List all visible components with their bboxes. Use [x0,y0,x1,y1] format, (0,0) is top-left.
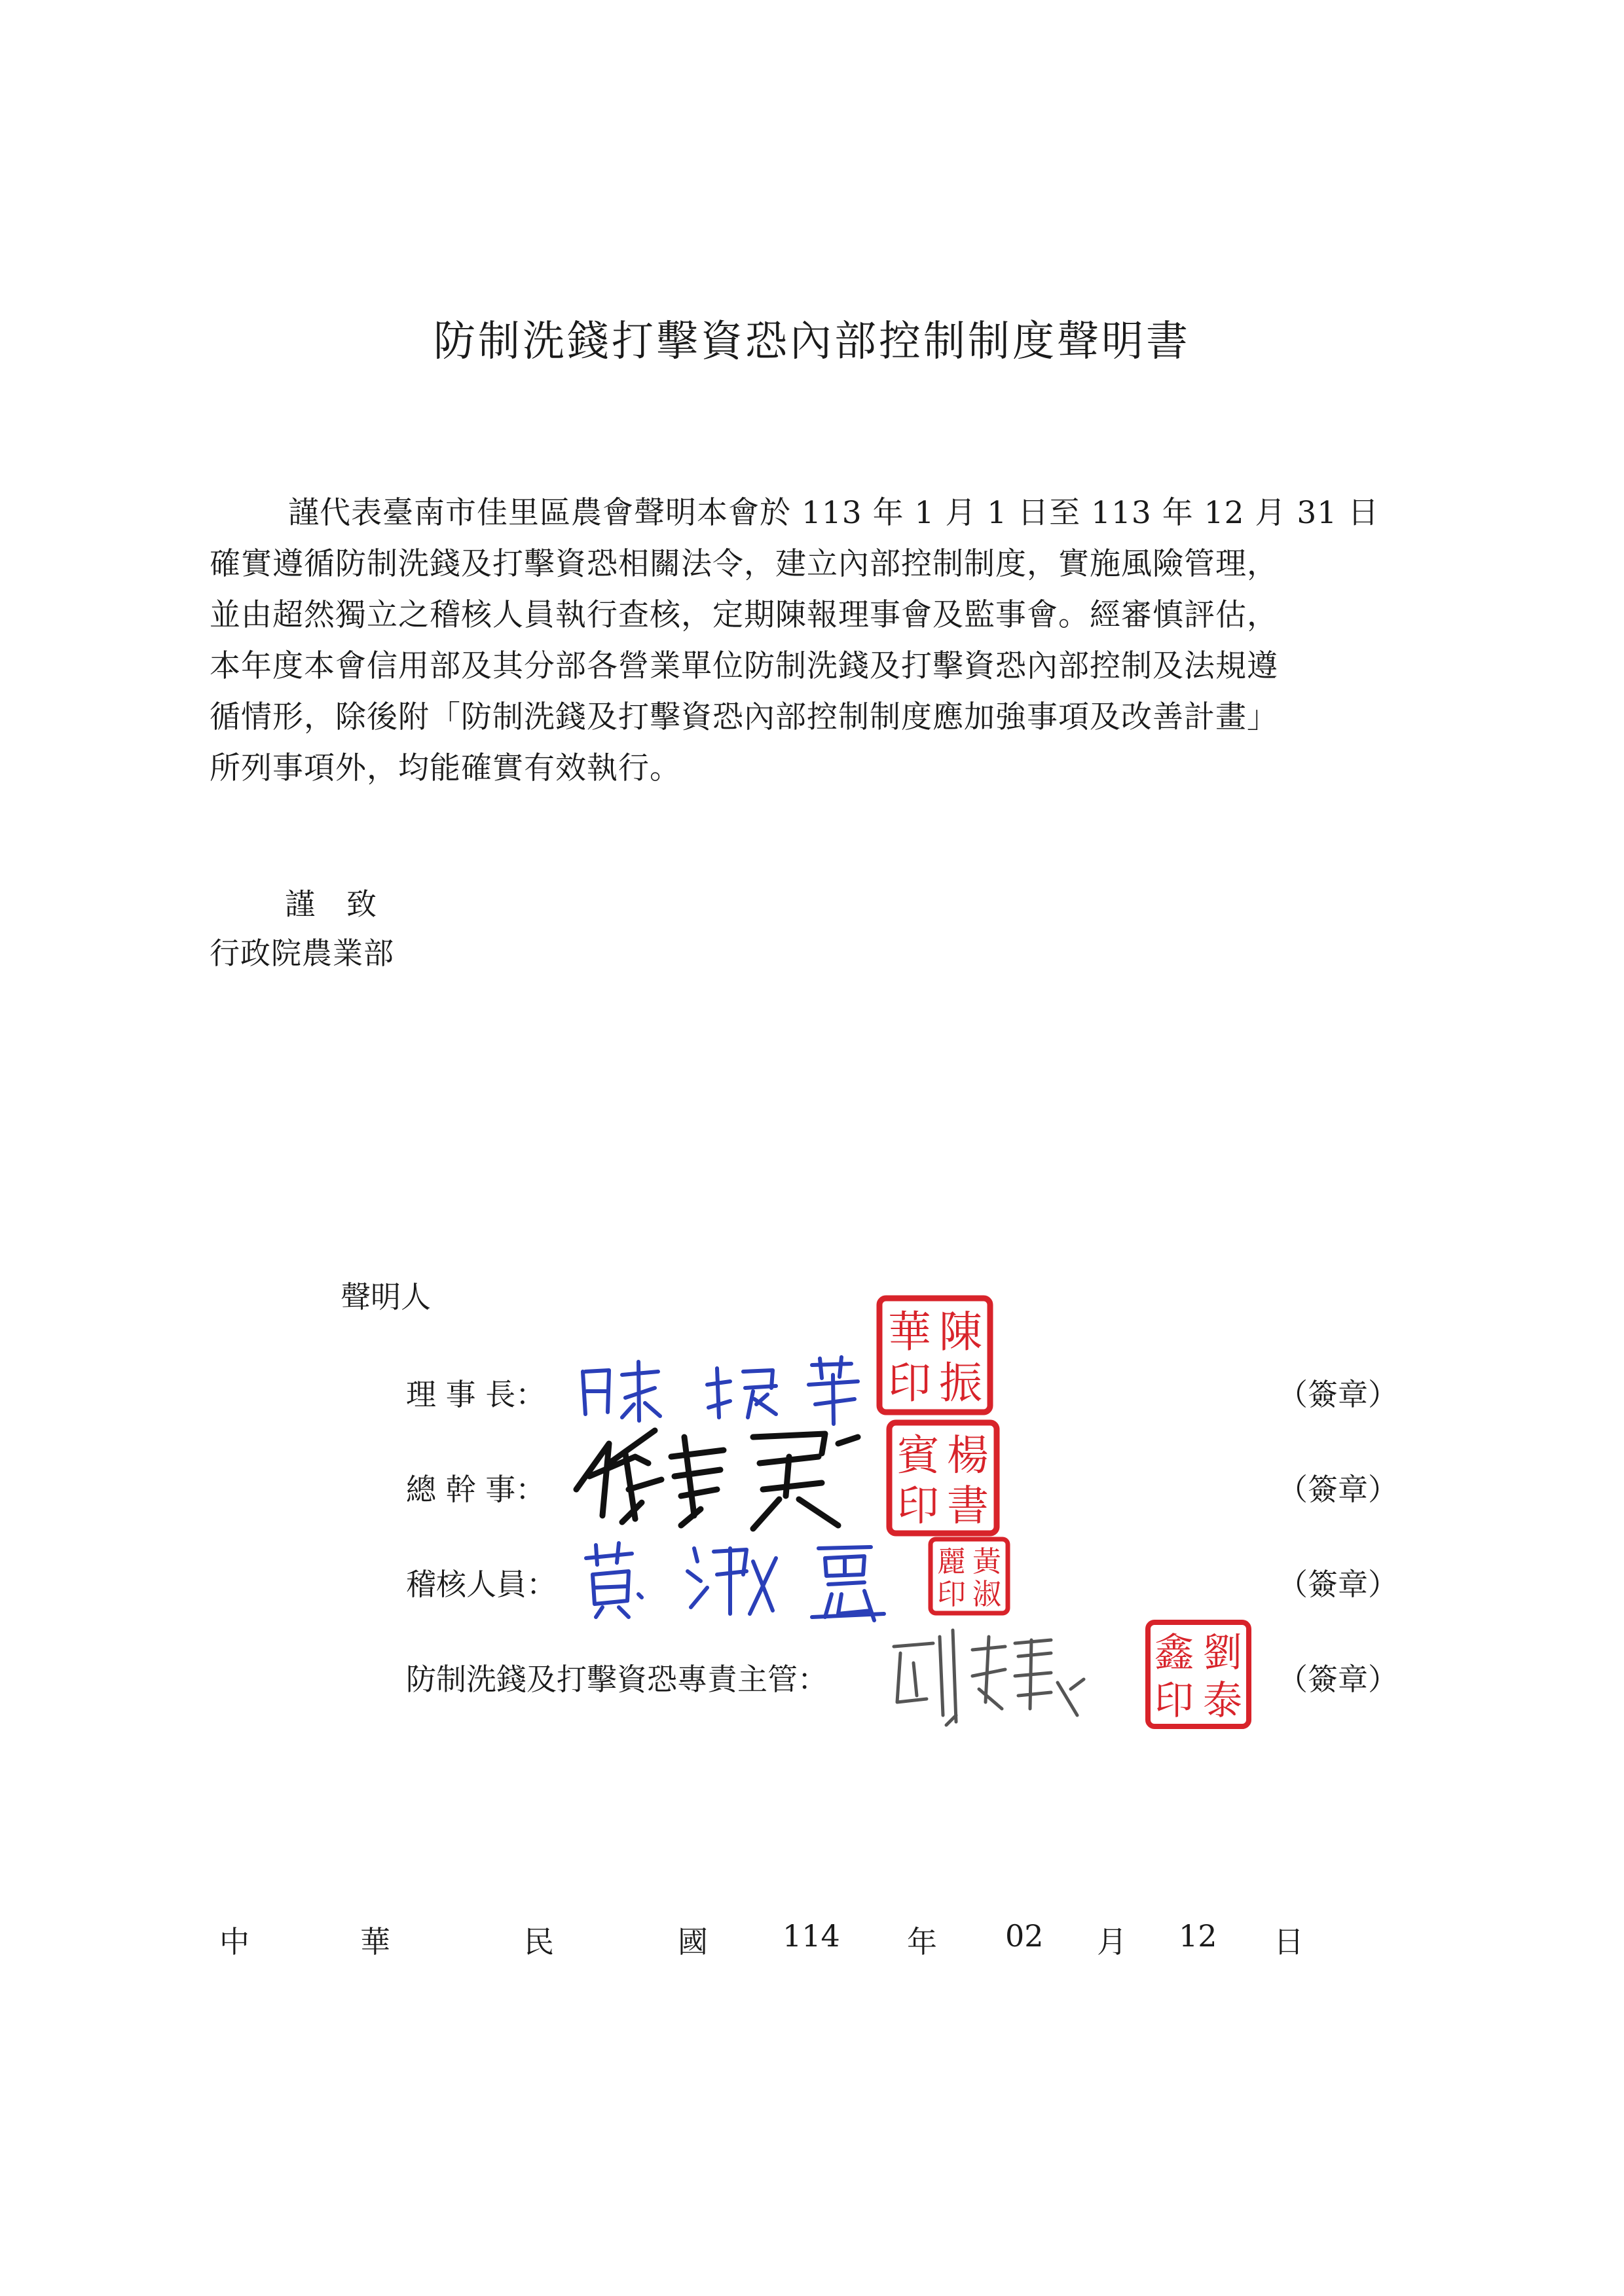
seal-chairman [874,1293,995,1417]
body-line: 謹代表臺南市佳里區農會聲明本會於 113 年 1 月 1 日至 113 年 12 月 31 日 [288,495,1380,531]
date-char: 中 [219,1924,249,1959]
body-line: 本年度本會信用部及其分部各營業單位防制洗錢及打擊資恐內部控制及法規遵 [210,648,1278,684]
signature-mark: （簽章） [1278,1472,1398,1507]
seal-char: 印 [897,1482,939,1531]
closing-salutation: 謹 致 [285,886,377,922]
body-line: 所列事項外，均能確實有效執行。 [210,750,681,786]
seal-char: 楊 [947,1432,989,1480]
date-year-label: 年 [907,1924,937,1959]
signatory-title: 總 幹 事： [406,1472,546,1507]
signature-aml-officer [881,1617,1090,1728]
body-line: 並由超然獨立之稽核人員執行查核，定期陳報理事會及監事會。經審慎評估， [210,597,1278,633]
seal-char: 書 [947,1482,989,1531]
body-line: 循情形，除後附「防制洗錢及打擊資恐內部控制制度應加強事項及改善計畫」 [210,699,1278,735]
signature-auditor [583,1535,897,1627]
seal-char: 振 [939,1358,982,1408]
signatory-row-aml-officer [0,1633,1624,1725]
document-title: 防制洗錢打擊資恐內部控制制度聲明書 [434,318,1190,366]
seal-char: 賓 [897,1432,939,1480]
date-char: 華 [360,1924,390,1959]
seal-char: 劉 [1203,1630,1242,1676]
seal-manager [884,1417,1002,1539]
signatory-row-auditor [0,1539,1624,1630]
seal-char: 泰 [1203,1678,1242,1724]
signature-mark: （簽章） [1278,1377,1398,1412]
seal-char: 印 [1154,1678,1194,1724]
date-year: 114 [783,1918,840,1954]
seal-char: 印 [888,1358,931,1408]
date-day: 12 [1179,1918,1217,1954]
signatory-title: 防制洗錢及打擊資恐專責主管： [406,1662,828,1697]
date-char: 民 [524,1924,554,1959]
date-month: 02 [1005,1918,1044,1954]
signatory-title: 理 事 長： [406,1377,546,1412]
body-line: 確實遵循防制洗錢及打擊資恐相關法令，建立內部控制制度，實施風險管理， [210,546,1278,582]
date-char: 國 [678,1924,708,1959]
seal-char: 華 [888,1307,931,1357]
seal-char: 陳 [939,1307,982,1357]
seal-char: 麗 [937,1545,966,1578]
signatory-title: 稽核人員： [406,1567,557,1602]
signatory-row-manager [0,1444,1624,1535]
signature-mark: （簽章） [1278,1662,1398,1697]
seal-char: 鑫 [1154,1630,1194,1676]
signature-mark: （簽章） [1278,1567,1398,1602]
declarant-label: 聲明人 [341,1279,431,1315]
seal-char: 淑 [972,1578,1001,1611]
seal-auditor [927,1535,1012,1617]
seal-aml-officer [1143,1617,1254,1732]
seal-char: 印 [937,1578,966,1611]
date-month-label: 月 [1097,1924,1127,1959]
seal-char: 黃 [972,1545,1001,1578]
recipient: 行政院農業部 [210,936,394,971]
declaration-body [210,488,1414,794]
signature-manager [563,1417,864,1535]
date-day-label: 日 [1274,1924,1304,1959]
